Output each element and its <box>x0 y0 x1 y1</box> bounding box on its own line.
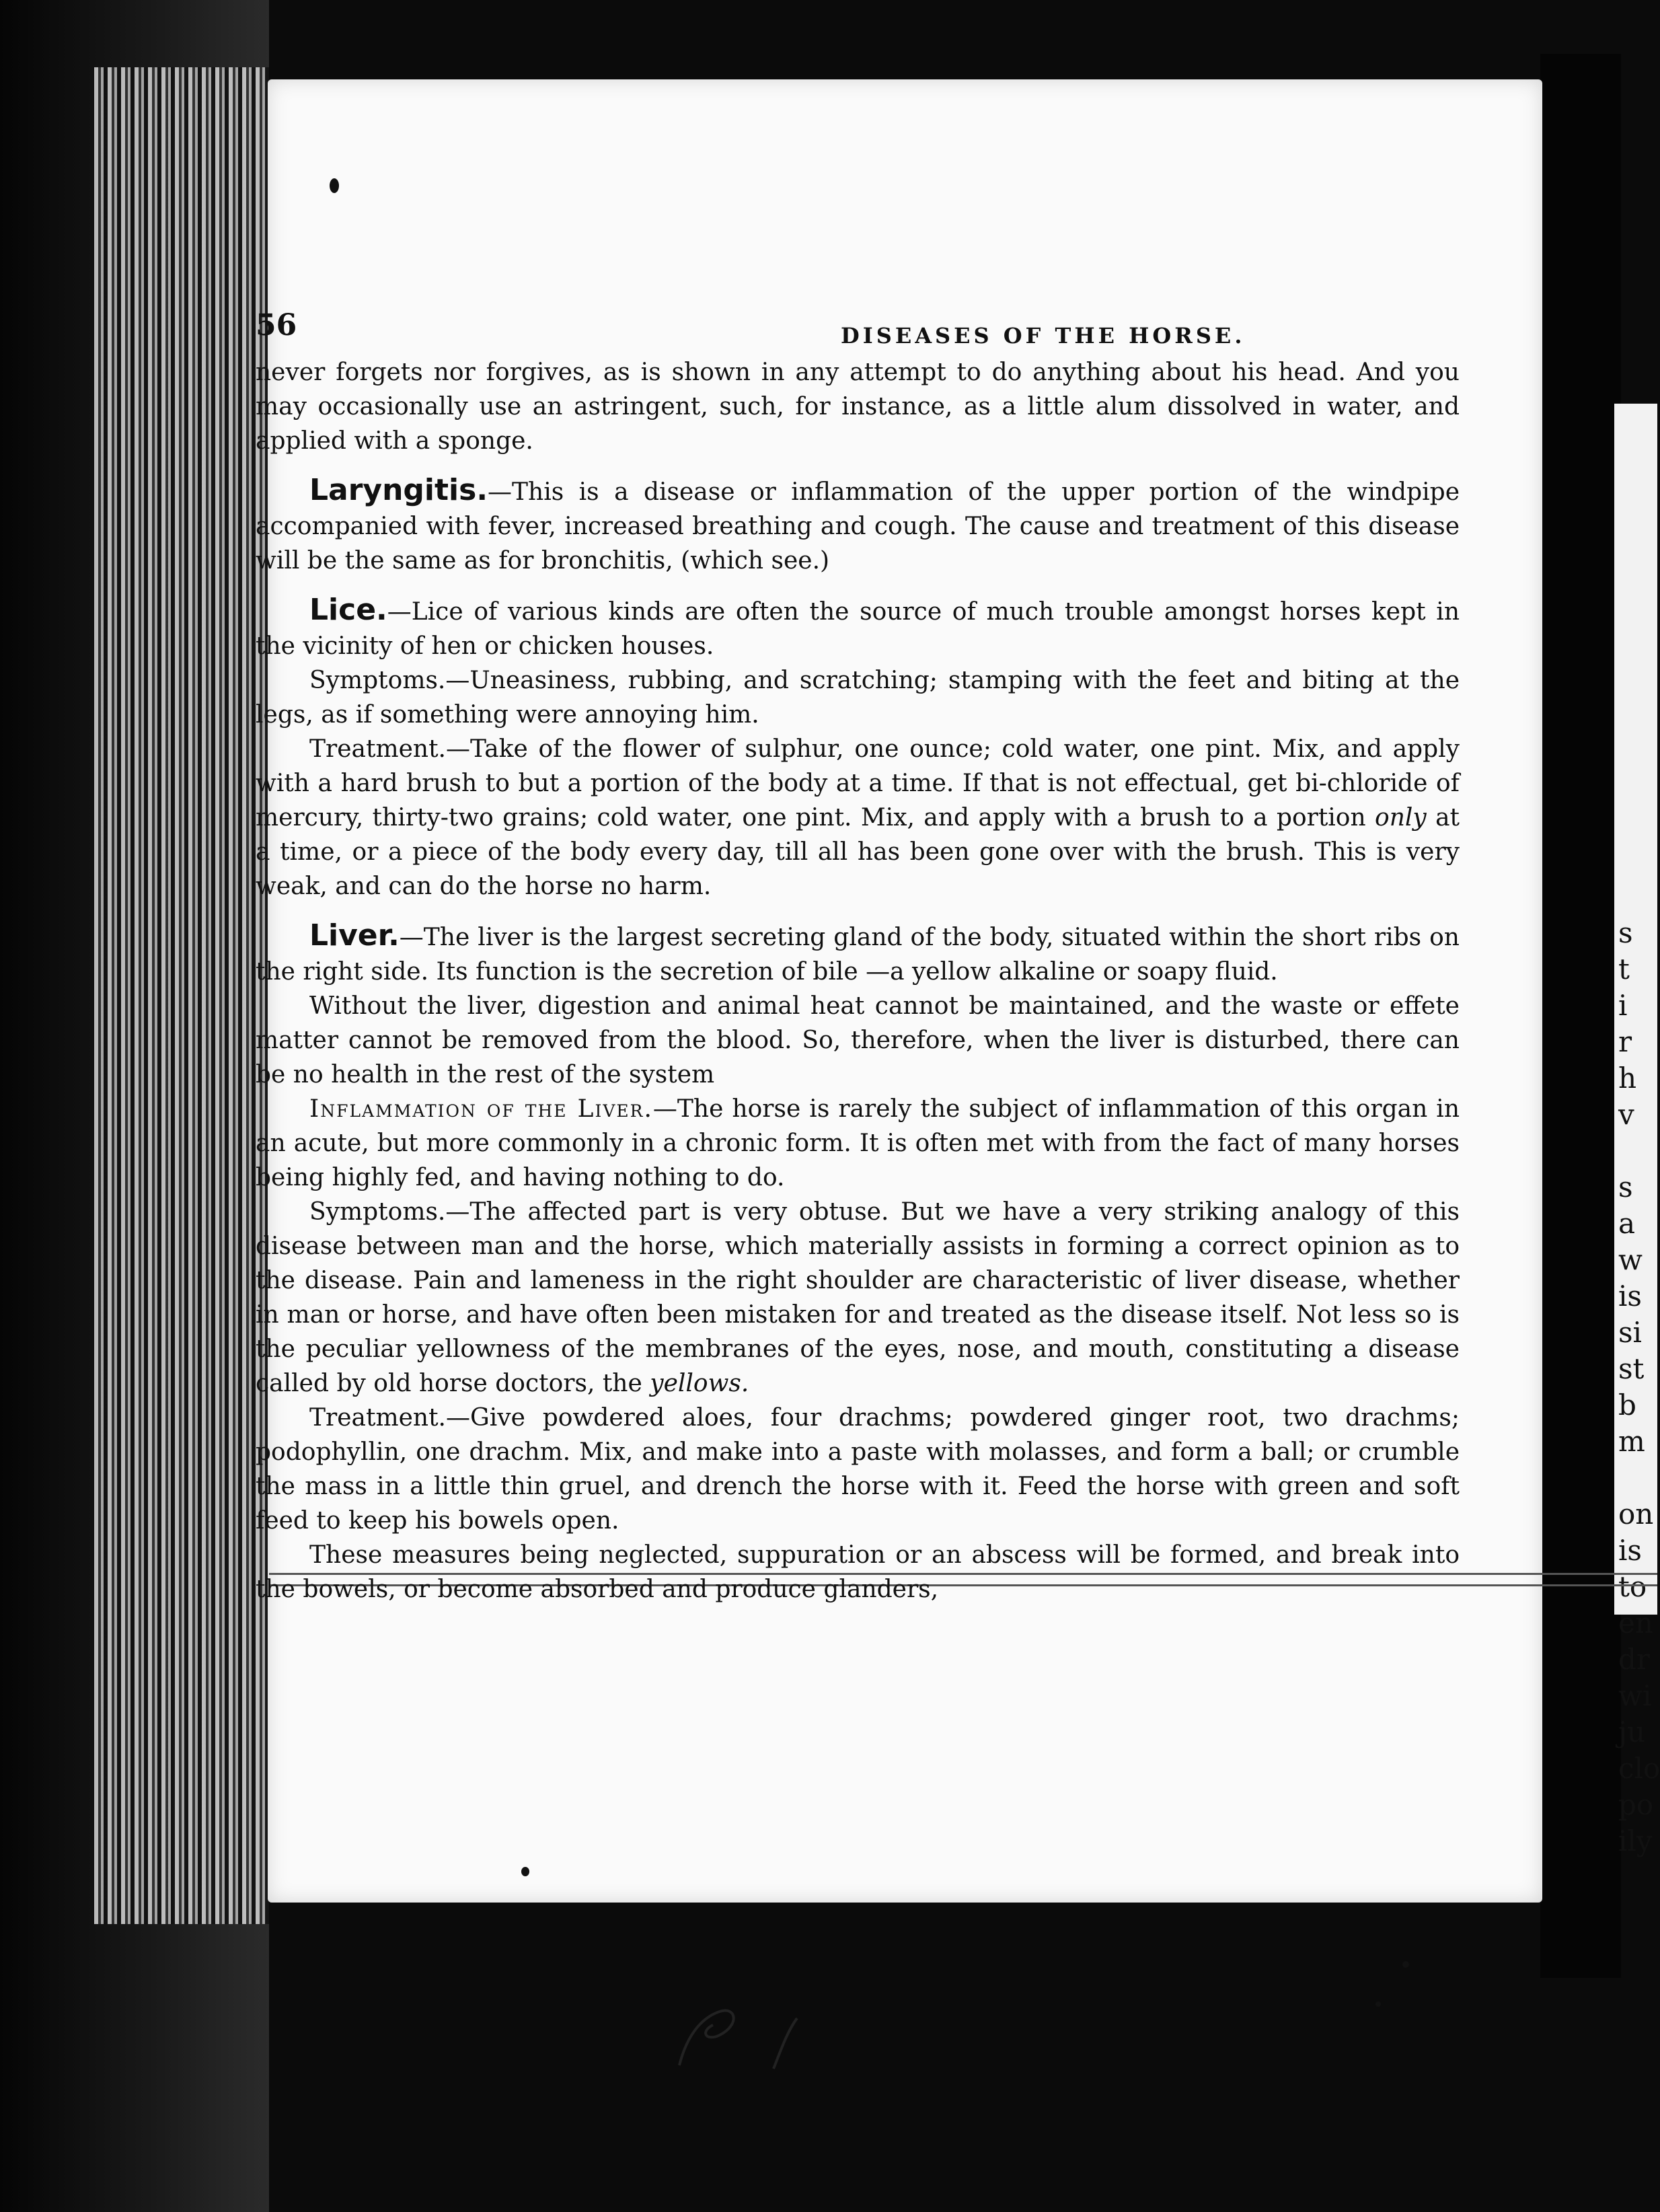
adjacent-fragment: en <box>1618 1607 1653 1639</box>
adjacent-fragment: r <box>1618 1025 1632 1058</box>
adjacent-fragment: on <box>1618 1498 1654 1531</box>
text-liver-symptoms: Symptoms.—The affected part is very obtuse. But we have a very striking analogy of this disease between man and the horse, which materially assists in forming a correct opinion as to the disease. Pain and lameness in the right shoulder are characteristic of liver disease, whether in man or horse, and have often been mistaken for and treated as the disease itself. Not less so is the peculiar yellowness of the membranes of the eyes, nose, and mouth, constituting a disease called by old horse doctors, the <box>256 1198 1460 1397</box>
adjacent-fragment: b <box>1618 1389 1636 1422</box>
ink-speck <box>1402 1961 1409 1968</box>
text-inflammation: —The horse is rarely the subject of inflammation of this organ in an acute, but more commonly in a chronic form. It is often met with from the fact of many horses being highly fed, and having nothing to do. <box>256 1095 1460 1191</box>
text-lice: —Lice of various kinds are often the source of much trouble amongst horses kept in the vicinity of hen or chicken houses. <box>256 598 1460 660</box>
adjacent-fragment: v <box>1618 1098 1634 1131</box>
page-number: 56 <box>256 308 297 342</box>
adjacent-fragment: t <box>1618 953 1630 986</box>
adjacent-fragment: s <box>1618 1171 1633 1204</box>
adjacent-fragment: is <box>1618 1280 1642 1313</box>
paragraph-liver-function: Without the liver, digestion and animal heat cannot be maintained, and the waste or effete matter cannot be removed from the blood. So, therefore, when the liver is disturbed, there can be no health in the rest of the system <box>256 992 1460 1089</box>
adjacent-fragment <box>1618 1133 1657 1169</box>
adjacent-page-fragments <box>1618 915 1660 1859</box>
paragraph-liver-final: These measures being neglected, suppuration or an abscess will be formed, and break into the bowels, or become absorbed and produce glanders, <box>256 1541 1460 1603</box>
paragraph-liver-treatment: Treatment.—Give powdered aloes, four drachms; powdered ginger root, two drachms; podophyllin, one drachm. Mix, and make into a paste with molasses, and form a ball; or crumble the mass in a little thin gruel, and drench the horse with it. Feed the horse with green and soft feed to keep his bowels open. <box>256 1404 1460 1535</box>
paragraph-continuation: never forgets nor forgives, as is shown in any attempt to do anything about his head. And you may occasionally use an astringent, such, for instance, as a little alum dissolved in water, and applied with a sponge. <box>256 359 1460 455</box>
handwritten-mark <box>673 1998 821 2079</box>
adjacent-fragment: h <box>1618 1062 1637 1095</box>
paragraph-lice <box>256 593 1460 663</box>
page-edges <box>94 67 269 1924</box>
heading-liver: Liver. <box>309 918 400 953</box>
adjacent-fragment: w <box>1618 1243 1643 1276</box>
adjacent-fragment: po <box>1618 1788 1654 1821</box>
gutter-shadow <box>1540 54 1621 1978</box>
heading-laryngitis: Laryngitis. <box>309 473 488 507</box>
ink-speck <box>1375 2001 1381 2007</box>
page-header <box>256 295 1460 355</box>
adjacent-fragment: st <box>1618 1352 1645 1385</box>
adjacent-fragment: i <box>1618 989 1628 1022</box>
adjacent-fragment: ju <box>1618 1716 1646 1748</box>
adjacent-page-sliver <box>1614 404 1660 1857</box>
text-lice-treatment-2: at a time, or a piece of the body every day, till all has been gone over with the brush. This is very weak, and can do the horse no harm. <box>256 804 1460 900</box>
adjacent-fragment: a <box>1618 1207 1636 1240</box>
text-laryngitis: —This is a disease or inflammation of the upper portion of the windpipe accompanied with fever, increased breathing and cough. The cause and treatment of this disease will be the same as for bronchitis, (which see.) <box>256 478 1460 575</box>
text-lice-treatment-emphasis: only <box>1375 804 1427 832</box>
text-lice-treatment-1: Treatment.—Take of the flower of sulphur, one ounce; cold water, one pint. Mix, and apply with a hard brush to but a portion of the body at a time. If that is not effectual, get bi-chloride of mercury, thirty-two grains; cold water, one pint. Mix, and apply with a brush to a portion <box>256 735 1460 832</box>
page-content <box>256 295 1460 1607</box>
paragraph-inflammation <box>256 1092 1460 1195</box>
heading-inflammation-of-liver: Inflammation of the Liver. <box>309 1095 653 1123</box>
adjacent-fragment: wi <box>1618 1679 1652 1712</box>
text-liver-symptoms-emphasis: yellows. <box>650 1370 749 1397</box>
adjacent-fragment: m <box>1618 1425 1645 1458</box>
adjacent-fragment: to <box>1618 1570 1647 1603</box>
ink-speck <box>521 1867 529 1876</box>
adjacent-fragment: is <box>1618 1534 1642 1567</box>
ink-speck <box>330 178 339 193</box>
adjacent-fragment: si <box>1618 1316 1642 1349</box>
running-head: DISEASES OF THE HORSE. <box>841 323 1246 348</box>
paragraph-liver-symptoms <box>256 1195 1460 1401</box>
adjacent-fragment: dr <box>1618 1643 1650 1676</box>
adjacent-fragment: ily <box>1618 1824 1653 1857</box>
paragraph-lice-symptoms: Symptoms.—Uneasiness, rubbing, and scratching; stamping with the feet and biting at the legs, as if something were annoying him. <box>256 667 1460 729</box>
paragraph-laryngitis <box>256 473 1460 578</box>
adjacent-fragment: s <box>1618 916 1633 949</box>
adjacent-fragment: clo <box>1618 1752 1660 1785</box>
adjacent-fragment <box>1618 1460 1657 1496</box>
paragraph-lice-treatment <box>256 732 1460 904</box>
heading-lice: Lice. <box>309 593 387 627</box>
paragraph-liver <box>256 918 1460 989</box>
text-liver: —The liver is the largest secreting gland of the body, situated within the short ribs on the right side. Its function is the secretion of bile —a yellow alkaline or soapy fluid. <box>256 924 1460 986</box>
